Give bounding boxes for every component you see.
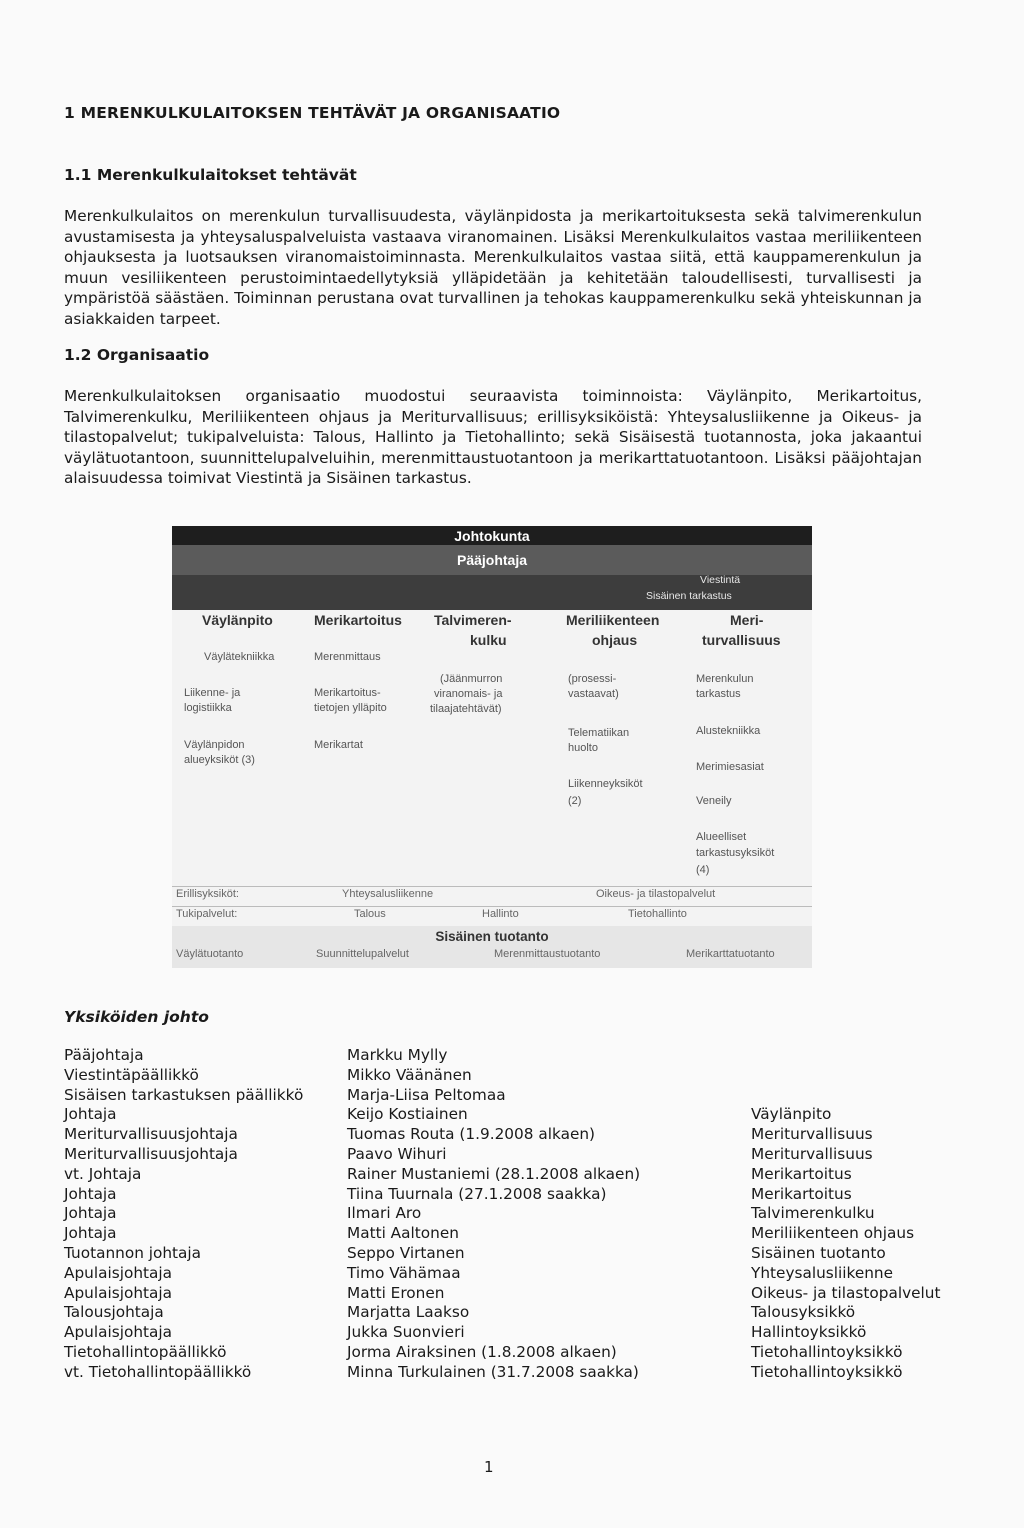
management-unit: Talvimerenkulku bbox=[751, 1204, 875, 1223]
management-name: Jukka Suonvieri bbox=[347, 1323, 465, 1342]
management-name: Matti Aaltonen bbox=[347, 1224, 459, 1243]
org-col4-item: Telematiikan bbox=[568, 727, 630, 739]
org-col5-item: Veneily bbox=[696, 795, 732, 807]
org-production-unit: Merikarttatuotanto bbox=[686, 948, 775, 960]
management-unit: Sisäinen tuotanto bbox=[751, 1243, 886, 1262]
management-role: Johtaja bbox=[64, 1204, 117, 1223]
management-role: Pääjohtaja bbox=[64, 1046, 144, 1064]
management-name: Minna Turkulainen (31.7.2008 saakka) bbox=[347, 1362, 639, 1381]
management-name: Rainer Mustaniemi (28.1.2008 alkaen) bbox=[347, 1164, 641, 1183]
org-col1-item: Väylänpidon bbox=[184, 739, 245, 751]
management-name: Paavo Wihuri bbox=[347, 1144, 447, 1163]
org-col5-item: Alustekniikka bbox=[696, 725, 761, 737]
management-role: vt. Johtaja bbox=[64, 1164, 142, 1183]
org-col5-item: (4) bbox=[696, 864, 710, 876]
org-staff-audit: Sisäinen tarkastus bbox=[646, 590, 732, 602]
management-name: Matti Eronen bbox=[347, 1283, 445, 1302]
management-role: Apulaisjohtaja bbox=[64, 1263, 173, 1282]
org-internal-production: Sisäinen tuotanto bbox=[435, 929, 549, 944]
org-col4-item: (2) bbox=[568, 795, 582, 807]
org-col5-item: tarkastusyksiköt bbox=[696, 847, 775, 859]
management-unit: Yhteysalusliikenne bbox=[751, 1263, 894, 1282]
management-role: Meriturvallisuusjohtaja bbox=[64, 1125, 238, 1144]
section-text-tasks: Merenkulkulaitos on merenkulun turvallisuudesta, väylänpidosta ja merikartoituksesta sekä talvimerenkulun avustamisesta ja yhteysaluspalveluista vastaava viranomainen. Lisäksi Merenkulkulaitos vastaa meriliikenteen ohjauksesta ja luotsauksen viranomaistoiminnasta. Merenkulkulaitos vastaa siitä, että kauppamerenkulun ja muun vesiliikenteen perustoimintaedellytyksiä ylläpidetään ja kehitetään taloudellisesti, turvallisesti ja ympäristöä säästäen. Toiminnan perustana ovat turvallinen ja tehokas kauppamerenkulku sekä yhteiskunnan ja asiakkaiden tarpeet. bbox=[64, 207, 922, 328]
management-unit: Oikeus- ja tilastopalvelut bbox=[751, 1283, 941, 1302]
org-production-unit: Suunnittelupalvelut bbox=[316, 948, 409, 960]
management-unit: Merikartoitus bbox=[751, 1164, 852, 1183]
org-col5-title: turvallisuus bbox=[702, 632, 781, 648]
management-unit: Meriturvallisuus bbox=[751, 1144, 873, 1163]
management-role: Viestintäpäällikkö bbox=[64, 1065, 199, 1084]
org-col1-title: Väylänpito bbox=[202, 612, 273, 628]
org-col3-item: viranomais- ja bbox=[434, 688, 503, 700]
org-support-unit: Tietohallinto bbox=[628, 908, 687, 920]
org-col2-title: Merikartoitus bbox=[314, 612, 402, 628]
chapter-heading: 1 MERENKULKULAITOKSEN TEHTÄVÄT JA ORGANISAATIO bbox=[64, 104, 561, 122]
org-col1-item: Liikenne- ja bbox=[184, 687, 241, 699]
org-col1-item: alueyksiköt (3) bbox=[184, 754, 255, 766]
section-title-tasks: 1.1 Merenkulkulaitokset tehtävät bbox=[64, 166, 357, 184]
management-name: Jorma Airaksinen (1.8.2008 alkaen) bbox=[347, 1342, 617, 1361]
management-unit: Tietohallintoyksikkö bbox=[751, 1342, 903, 1361]
management-title: Yksiköiden johto bbox=[64, 1008, 209, 1026]
management-units bbox=[751, 1046, 941, 1383]
org-row-divider bbox=[172, 886, 812, 887]
org-production-unit: Merenmittaustuotanto bbox=[494, 948, 601, 960]
org-col1-item: Väylätekniikka bbox=[204, 651, 275, 663]
management-unit: Meriturvallisuus bbox=[751, 1125, 873, 1144]
management-role: Meriturvallisuusjohtaja bbox=[64, 1144, 238, 1163]
management-name: Mikko Väänänen bbox=[347, 1065, 472, 1084]
org-col5-item: tarkastus bbox=[696, 688, 741, 700]
management-unit: Väylänpito bbox=[751, 1105, 832, 1124]
management-role: Johtaja bbox=[64, 1105, 117, 1124]
management-role: Apulaisjohtaja bbox=[64, 1283, 173, 1302]
org-staff-communications: Viestintä bbox=[700, 574, 741, 586]
management-name: Marjatta Laakso bbox=[347, 1303, 470, 1322]
management-name: Tiina Tuurnala (27.1.2008 saakka) bbox=[347, 1184, 607, 1203]
org-support-unit: Hallinto bbox=[482, 908, 519, 920]
org-col2-item: Merikartat bbox=[314, 739, 363, 751]
management-role: Johtaja bbox=[64, 1224, 117, 1243]
org-col3-title: Talvimeren- bbox=[434, 612, 512, 628]
org-col5-item: Merimiesasiat bbox=[696, 761, 764, 773]
management-unit bbox=[751, 1086, 941, 1106]
section-title-organisation: 1.2 Organisaatio bbox=[64, 346, 210, 364]
management-unit bbox=[751, 1046, 941, 1066]
org-chart bbox=[172, 526, 812, 968]
org-col2-item: tietojen ylläpito bbox=[314, 702, 387, 714]
management-name: Ilmari Aro bbox=[347, 1204, 422, 1223]
org-col5-item: Merenkulun bbox=[696, 673, 754, 685]
management-role: Tuotannon johtaja bbox=[64, 1243, 202, 1262]
management-names bbox=[347, 1046, 640, 1383]
management-unit: Merikartoitus bbox=[751, 1184, 852, 1203]
org-col5-item: Alueelliset bbox=[696, 831, 747, 843]
org-col4-title: ohjaus bbox=[592, 632, 638, 648]
management-role: Talousjohtaja bbox=[64, 1303, 164, 1322]
page-number: 1 bbox=[484, 1458, 494, 1476]
management-unit: Talousyksikkö bbox=[751, 1303, 856, 1322]
org-col3-title: kulku bbox=[470, 632, 507, 648]
management-role: Apulaisjohtaja bbox=[64, 1323, 173, 1342]
management-name: Markku Mylly bbox=[347, 1046, 448, 1064]
management-role: vt. Tietohallintopäällikkö bbox=[64, 1362, 252, 1381]
management-unit: Hallintoyksikkö bbox=[751, 1323, 867, 1342]
management-unit: Meriliikenteen ohjaus bbox=[751, 1224, 915, 1243]
management-unit: Tietohallintoyksikkö bbox=[751, 1362, 903, 1381]
management-name: Keijo Kostiainen bbox=[347, 1105, 468, 1124]
org-board: Johtokunta bbox=[454, 528, 530, 544]
management-name: Marja-Liisa Peltomaa bbox=[347, 1085, 506, 1104]
management-role: Tietohallintopäällikkö bbox=[64, 1342, 227, 1361]
org-separate-unit: Oikeus- ja tilastopalvelut bbox=[596, 888, 716, 900]
org-col1-item: logistiikka bbox=[184, 702, 232, 714]
org-col4-item: huolto bbox=[568, 742, 598, 754]
org-separate-unit: Yhteysalusliikenne bbox=[342, 888, 434, 900]
org-row-divider bbox=[172, 906, 812, 907]
management-name: Tuomas Routa (1.9.2008 alkaen) bbox=[347, 1125, 596, 1144]
org-separate-units-label: Erillisyksiköt: bbox=[176, 888, 239, 900]
org-production-unit: Väylätuotanto bbox=[176, 948, 244, 960]
org-col4-title: Meriliikenteen bbox=[566, 612, 660, 628]
management-roles bbox=[64, 1046, 303, 1383]
section-text-organisation: Merenkulkulaitoksen organisaatio muodostui seuraavista toiminnoista: Väylänpito, Merikartoitus, Talvimerenkulku, Meriliikenteen ohjaus ja Meriturvallisuus; erillisyksiköistä: Yhteysalusliikenne ja Oikeus- ja tilastopalvelut; tukipalveluista: Talous, Hallinto ja Tietohallinto; sekä Sisäisestä tuotannosta, joka jakaantui väylätuotantoon, suunnittelupalveluihin, merenmittaustuotantoon ja merikarttatuotantoon. Lisäksi pääjohtajan alaisuudessa toimivat Viestintä ja Sisäinen tarkastus. bbox=[64, 387, 922, 488]
org-col5-title: Meri- bbox=[730, 612, 764, 628]
org-support-label: Tukipalvelut: bbox=[176, 908, 238, 920]
org-col4-item: Liikenneyksiköt bbox=[568, 778, 643, 790]
management-name: Seppo Virtanen bbox=[347, 1243, 465, 1262]
management-unit bbox=[751, 1066, 941, 1086]
management-role: Sisäisen tarkastuksen päällikkö bbox=[64, 1085, 304, 1104]
org-col2-item: Merikartoitus- bbox=[314, 687, 381, 699]
management-role: Johtaja bbox=[64, 1184, 117, 1203]
org-support-unit: Talous bbox=[354, 908, 386, 920]
org-director-general: Pääjohtaja bbox=[456, 552, 528, 568]
org-col4-item: vastaavat) bbox=[568, 688, 619, 700]
org-col4-item: (prosessi- bbox=[568, 673, 617, 685]
org-col2-item: Merenmittaus bbox=[314, 651, 381, 663]
org-col3-item: (Jäänmurron bbox=[440, 673, 503, 685]
management-name: Timo Vähämaa bbox=[347, 1263, 461, 1282]
org-col3-item: tilaajatehtävät) bbox=[430, 703, 502, 715]
